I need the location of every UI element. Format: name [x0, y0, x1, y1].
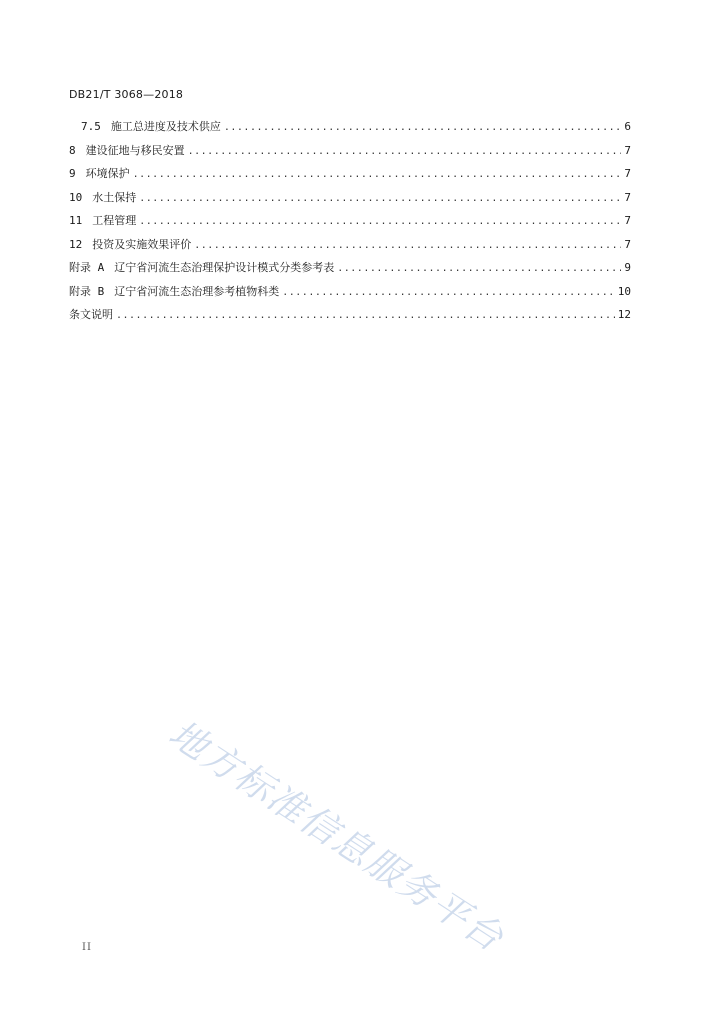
- toc-section-title: 施工总进度及技术供应: [110, 120, 221, 133]
- toc-dot-leader: [282, 283, 615, 303]
- toc-dot-leader: [133, 165, 622, 185]
- toc-section-number: 9: [69, 167, 76, 180]
- toc-section-title: 辽宁省河流生态治理保护设计模式分类参考表: [114, 261, 335, 274]
- toc-row[interactable]: [69, 117, 631, 141]
- toc-page-number: 7: [624, 143, 631, 157]
- toc-section-title: 投资及实施效果评价: [92, 237, 192, 251]
- toc-page-number: 7: [624, 237, 631, 251]
- toc-section-title: 环境保护: [85, 167, 130, 180]
- toc-page-number: 9: [624, 261, 631, 274]
- toc-section-number: 7.5: [81, 120, 101, 133]
- toc-section-number: 11: [69, 214, 83, 227]
- toc-page-number: 7: [624, 214, 631, 227]
- toc-section-title: 辽宁省河流生态治理参考植物科类: [114, 284, 280, 298]
- toc-row[interactable]: [69, 211, 631, 235]
- toc-section-title: 建设征地与移民安置: [85, 143, 185, 157]
- toc-dot-leader: [224, 118, 622, 138]
- table-of-contents: [69, 117, 631, 329]
- toc-appendix-label: 附录 A: [69, 261, 105, 274]
- toc-dot-leader: [194, 236, 621, 256]
- toc-section-number: 10: [69, 190, 83, 204]
- toc-row[interactable]: [69, 164, 631, 188]
- toc-row[interactable]: [69, 305, 631, 329]
- toc-appendix-label: 附录 B: [69, 284, 105, 298]
- toc-dot-leader: [139, 189, 621, 209]
- watermark-text: 地方标准信息服务平台: [161, 711, 512, 961]
- toc-section-title: 水土保持: [92, 190, 137, 204]
- toc-row[interactable]: [69, 258, 631, 282]
- toc-row[interactable]: [69, 141, 631, 165]
- toc-page-number: 7: [624, 190, 631, 204]
- toc-dot-leader: [188, 142, 622, 162]
- toc-section-number: 8: [69, 143, 76, 157]
- page-number-footer: II: [82, 942, 92, 953]
- toc-section-number: 12: [69, 237, 83, 251]
- toc-row[interactable]: [69, 188, 631, 212]
- toc-row[interactable]: [69, 282, 631, 306]
- toc-page-number: 7: [624, 167, 631, 180]
- toc-dot-leader: [116, 306, 615, 326]
- toc-page-number: 6: [624, 120, 631, 133]
- toc-section-title: 条文说明: [69, 308, 113, 321]
- toc-dot-leader: [139, 212, 621, 232]
- toc-page-number: 12: [617, 308, 631, 321]
- toc-dot-leader: [337, 259, 621, 279]
- toc-page-number: 10: [617, 284, 631, 298]
- toc-row[interactable]: [69, 235, 631, 259]
- toc-section-title: 工程管理: [92, 214, 137, 227]
- standard-code-header: DB21/T 3068—2018: [69, 88, 184, 101]
